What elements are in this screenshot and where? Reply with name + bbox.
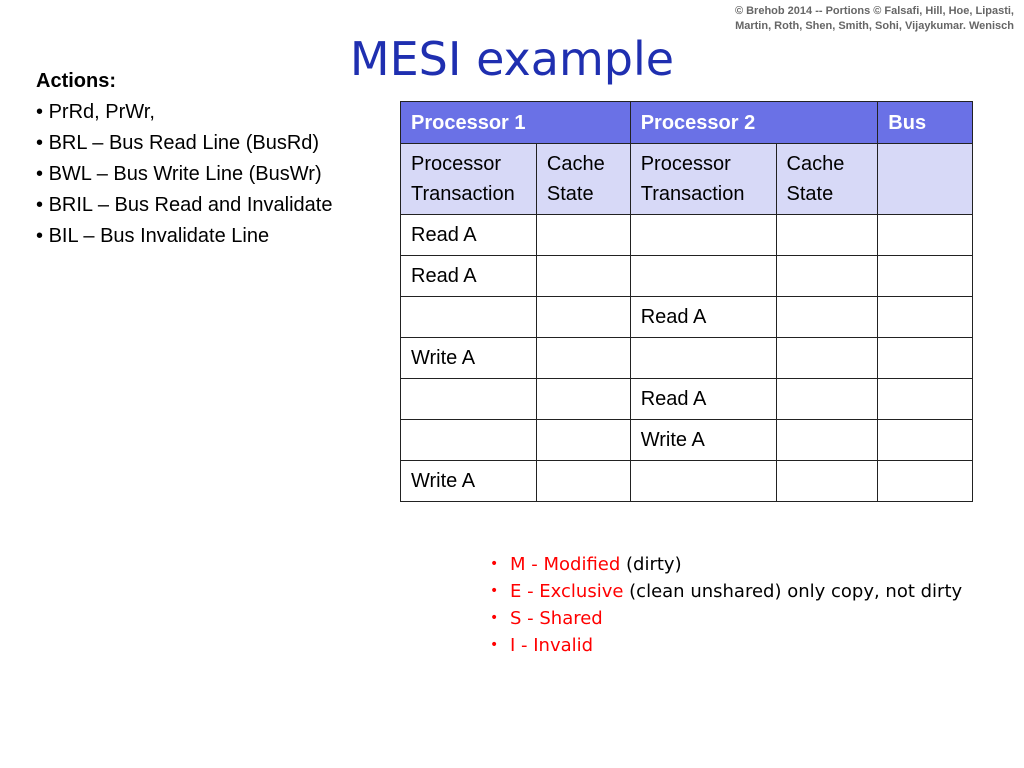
- table-header-row: [401, 102, 973, 144]
- table-subheader-row: [401, 144, 973, 215]
- table-cell: [878, 338, 973, 379]
- table-cell: Write A: [401, 338, 537, 379]
- table-cell: [878, 215, 973, 256]
- table-cell: [776, 215, 878, 256]
- actions-list: [36, 66, 332, 252]
- table-cell: [776, 256, 878, 297]
- action-item: • PrRd, PrWr,: [36, 97, 332, 128]
- table-cell: [630, 256, 776, 297]
- bullet-icon: •: [490, 583, 499, 599]
- table-cell: [776, 338, 878, 379]
- legend-item-invalid: • I - Invalid: [490, 632, 962, 659]
- table-cell: [401, 379, 537, 420]
- table-cell: [878, 420, 973, 461]
- table-cell: [630, 338, 776, 379]
- copyright-line-2: Martin, Roth, Shen, Smith, Sohi, Vijaykumar. Wenisch: [735, 20, 1014, 32]
- action-item: • BRIL – Bus Read and Invalidate: [36, 190, 332, 221]
- action-item: • BWL – Bus Write Line (BusWr): [36, 159, 332, 190]
- table-row: [401, 256, 973, 297]
- table-cell: Write A: [401, 461, 537, 502]
- table-cell: [776, 461, 878, 502]
- table-cell: [776, 420, 878, 461]
- table-row: [401, 420, 973, 461]
- table-row: [401, 461, 973, 502]
- table-cell: [630, 215, 776, 256]
- table-cell: [878, 379, 973, 420]
- bullet-icon: •: [490, 637, 499, 653]
- table-cell: [536, 338, 630, 379]
- actions-heading: Actions:: [36, 70, 116, 92]
- table-cell: [536, 379, 630, 420]
- legend-item-shared: • S - Shared: [490, 605, 962, 632]
- copyright-line-1: © Brehob 2014 -- Portions © Falsafi, Hill, Hoe, Lipasti,: [734, 5, 1014, 17]
- subheader-cell: Processor Transaction: [401, 144, 537, 215]
- action-item: • BRL – Bus Read Line (BusRd): [36, 128, 332, 159]
- bullet-icon: •: [490, 556, 499, 572]
- table-cell: Read A: [630, 297, 776, 338]
- table-row: [401, 338, 973, 379]
- table-cell: [776, 297, 878, 338]
- table-row: [401, 215, 973, 256]
- table-row: [401, 297, 973, 338]
- table-cell: [878, 461, 973, 502]
- table-cell: [776, 379, 878, 420]
- table-cell: [536, 256, 630, 297]
- table-cell: [401, 297, 537, 338]
- table-cell: Read A: [630, 379, 776, 420]
- subheader-cell: [878, 144, 973, 215]
- table-cell: [630, 461, 776, 502]
- table-cell: [878, 297, 973, 338]
- table-row: [401, 379, 973, 420]
- table-cell: [536, 215, 630, 256]
- bullet-icon: •: [490, 610, 499, 626]
- copyright-notice: [714, 4, 1014, 34]
- header-bus: Bus: [878, 102, 973, 144]
- subheader-cell: Cache State: [536, 144, 630, 215]
- header-processor-1: Processor 1: [401, 102, 631, 144]
- legend-item-modified: • M - Modified (dirty): [490, 551, 962, 578]
- subheader-cell: Processor Transaction: [630, 144, 776, 215]
- table-cell: [536, 420, 630, 461]
- table-cell: Read A: [401, 256, 537, 297]
- table-cell: Write A: [630, 420, 776, 461]
- table-cell: Read A: [401, 215, 537, 256]
- legend-item-exclusive: • E - Exclusive (clean unshared) only copy, not dirty: [490, 578, 962, 605]
- action-item: • BIL – Bus Invalidate Line: [36, 221, 332, 252]
- mesi-state-legend: [490, 551, 962, 659]
- table-cell: [401, 420, 537, 461]
- mesi-table: [400, 101, 973, 502]
- table-cell: [878, 256, 973, 297]
- table-cell: [536, 297, 630, 338]
- table-cell: [536, 461, 630, 502]
- subheader-cell: Cache State: [776, 144, 878, 215]
- header-processor-2: Processor 2: [630, 102, 878, 144]
- slide-title: MESI example: [349, 32, 675, 86]
